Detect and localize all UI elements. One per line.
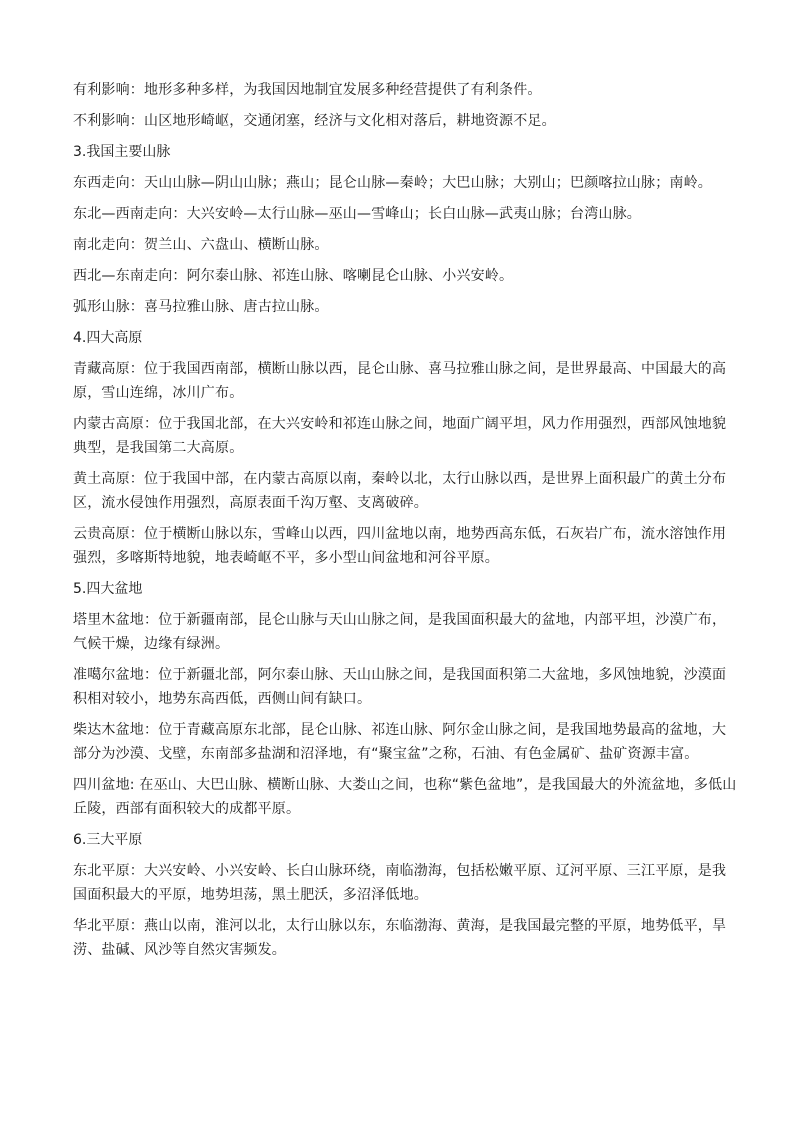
paragraph-line: 典型，是我国第二大高原。 bbox=[73, 440, 244, 456]
paragraph-line: 国面积最大的平原，地势坦荡，黑土肥沃，多沼泽低地。 bbox=[73, 887, 428, 903]
paragraph bbox=[73, 264, 733, 288]
paragraph bbox=[73, 663, 733, 711]
paragraph-line: 积相对较小，地势东高西低，西侧山间有缺口。 bbox=[73, 691, 372, 707]
paragraph-line: 部分为沙漠、戈壁，东南部多盐湖和沼泽地，有“聚宝盆”之称，石油、有色金属矿、盐矿资源丰富。 bbox=[73, 746, 699, 762]
section-heading: 5.四大盆地 bbox=[73, 581, 143, 597]
paragraph bbox=[73, 202, 733, 226]
paragraph-line: 塔里木盆地：位于新疆南部，昆仑山脉与天山山脉之间，是我国面积最大的盆地，内部平坦，沙漠广布， bbox=[73, 612, 727, 628]
paragraph-line: 不利影响：山区地形崎岖，交通闭塞，经济与文化相对落后，耕地资源不足。 bbox=[73, 113, 556, 129]
paragraph bbox=[73, 608, 733, 656]
paragraph-line: 原，雪山连绵，冰川广布。 bbox=[73, 385, 244, 401]
section-heading: 4.四大高原 bbox=[73, 330, 143, 346]
paragraph-line: 南北走向：贺兰山、六盘山、横断山脉。 bbox=[73, 237, 329, 253]
paragraph-line: 东西走向：天山山脉—阴山山脉；燕山；昆仑山脉—秦岭；大巴山脉；大别山；巴颜喀拉山脉；南岭。 bbox=[73, 175, 712, 191]
paragraph bbox=[73, 109, 733, 133]
paragraph-line: 气候干燥，边缘有绿洲。 bbox=[73, 636, 230, 652]
document-page bbox=[73, 78, 737, 969]
paragraph bbox=[73, 522, 733, 570]
paragraph-line: 准噶尔盆地：位于新疆北部，阿尔泰山脉、天山山脉之间，是我国面积第二大盆地，多风蚀地貌，沙漠面 bbox=[73, 667, 727, 683]
paragraph-line: 青藏高原：位于我国西南部，横断山脉以西，昆仑山脉、喜马拉雅山脉之间，是世界最高、中国最大的高 bbox=[73, 361, 727, 377]
paragraph bbox=[73, 718, 733, 766]
paragraph-line: 四川盆地: 在巫山、大巴山脉、横断山脉、大娄山之间，也称“紫色盆地”，是我国最大的外流盆地，多低山 bbox=[73, 777, 737, 793]
paragraph bbox=[73, 171, 733, 195]
paragraph bbox=[73, 357, 733, 405]
section-heading: 6.三大平原 bbox=[73, 832, 143, 848]
paragraph-line: 区，流水侵蚀作用强烈，高原表面千沟万壑、支离破碎。 bbox=[73, 495, 428, 511]
paragraph bbox=[73, 773, 737, 821]
paragraph-line: 东北—西南走向：大兴安岭—太行山脉—巫山—雪峰山；长白山脉—武夷山脉；台湾山脉。 bbox=[73, 206, 641, 222]
paragraph-line: 丘陵，西部有面积较大的成都平原。 bbox=[73, 801, 301, 817]
paragraph-line: 内蒙古高原：位于我国北部，在大兴安岭和祁连山脉之间，地面广阔平坦，风力作用强烈，西部风蚀地貌 bbox=[73, 416, 727, 432]
paragraph bbox=[73, 233, 733, 257]
section-heading: 3.我国主要山脉 bbox=[73, 144, 171, 160]
paragraph-line: 西北—东南走向：阿尔泰山脉、祁连山脉、喀喇昆仑山脉、小兴安岭。 bbox=[73, 268, 514, 284]
paragraph bbox=[73, 78, 733, 102]
paragraph-line: 柴达木盆地：位于青藏高原东北部，昆仑山脉、祁连山脉、阿尔金山脉之间，是我国地势最高的盆地，大 bbox=[73, 722, 727, 738]
paragraph bbox=[73, 859, 733, 907]
paragraph bbox=[73, 914, 733, 962]
paragraph-line: 东北平原：大兴安岭、小兴安岭、长白山脉环绕，南临渤海，包括松嫩平原、辽河平原、三江平原，是我 bbox=[73, 863, 727, 879]
paragraph bbox=[73, 412, 733, 460]
paragraph bbox=[73, 295, 733, 319]
paragraph-line: 有利影响：地形多种多样，为我国因地制宜发展多种经营提供了有利条件。 bbox=[73, 82, 542, 98]
paragraph-line: 弧形山脉：喜马拉雅山脉、唐古拉山脉。 bbox=[73, 299, 329, 315]
paragraph-line: 涝、盐碱、风沙等自然灾害频发。 bbox=[73, 942, 286, 958]
paragraph bbox=[73, 467, 733, 515]
paragraph-line: 云贵高原：位于横断山脉以东，雪峰山以西，四川盆地以南，地势西高东低，石灰岩广布，流水溶蚀作用 bbox=[73, 526, 727, 542]
paragraph-line: 华北平原：燕山以南，淮河以北，太行山脉以东，东临渤海、黄海，是我国最完整的平原，地势低平，旱 bbox=[73, 918, 727, 934]
paragraph-line: 强烈，多喀斯特地貌，地表崎岖不平，多小型山间盆地和河谷平原。 bbox=[73, 550, 499, 566]
paragraph-line: 黄土高原：位于我国中部，在内蒙古高原以南，秦岭以北，太行山脉以西，是世界上面积最广的黄土分布 bbox=[73, 471, 727, 487]
